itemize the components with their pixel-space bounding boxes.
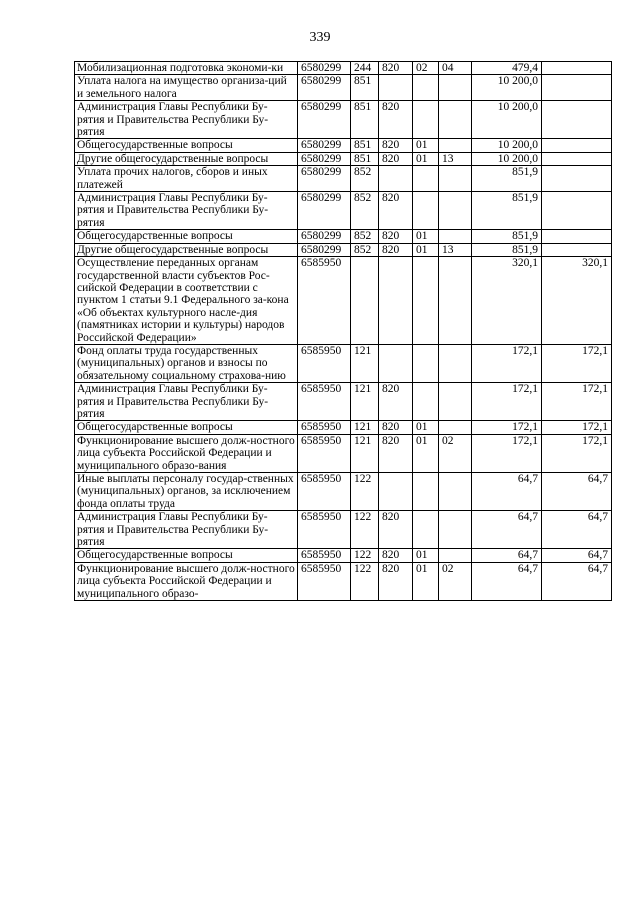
row-sum: 479,4 [472, 62, 542, 75]
row-name: Общегосударственные вопросы [75, 139, 298, 152]
row-target-article: 6585950 [298, 473, 351, 511]
table-row [75, 101, 612, 139]
page-number: 339 [309, 30, 331, 45]
row-sum-subvention: 64,7 [542, 562, 612, 600]
row-name: Администрация Главы Республики Бу-рятия и Правительства Республики Бу-рятия [75, 511, 298, 549]
row-administrator: 820 [379, 562, 413, 600]
row-sum: 172,1 [472, 434, 542, 472]
row-sum: 172,1 [472, 383, 542, 421]
row-section [413, 473, 439, 511]
row-sum-subvention: 172,1 [542, 434, 612, 472]
row-sum: 172,1 [472, 421, 542, 434]
row-sum-subvention: 172,1 [542, 421, 612, 434]
row-subsection [439, 549, 472, 562]
row-subsection [439, 139, 472, 152]
table-row [75, 383, 612, 421]
row-name: Общегосударственные вопросы [75, 421, 298, 434]
row-administrator [379, 166, 413, 192]
row-sum-subvention: 64,7 [542, 473, 612, 511]
row-name: Мобилизационная подготовка экономи-ки [75, 62, 298, 75]
row-sum-subvention [542, 139, 612, 152]
row-name: Другие общегосударственные вопросы [75, 152, 298, 165]
row-administrator [379, 473, 413, 511]
row-expense-type: 851 [351, 152, 379, 165]
table-row [75, 473, 612, 511]
row-administrator: 820 [379, 230, 413, 243]
table-row [75, 549, 612, 562]
row-administrator: 820 [379, 383, 413, 421]
row-expense-type: 121 [351, 344, 379, 382]
row-section: 01 [413, 549, 439, 562]
row-administrator [379, 75, 413, 101]
row-sum: 851,9 [472, 166, 542, 192]
row-section [413, 383, 439, 421]
row-administrator: 820 [379, 434, 413, 472]
row-target-article: 6585950 [298, 383, 351, 421]
row-expense-type: 244 [351, 62, 379, 75]
table-row [75, 62, 612, 75]
table-body [75, 62, 612, 601]
row-name: Функционирование высшего долж-ностного лица субъекта Российской Федерации и муниципального образо-вания [75, 434, 298, 472]
row-subsection [439, 101, 472, 139]
row-subsection [439, 383, 472, 421]
row-administrator [379, 344, 413, 382]
table-row [75, 344, 612, 382]
row-target-article: 6580299 [298, 139, 351, 152]
row-expense-type: 122 [351, 562, 379, 600]
row-subsection: 02 [439, 562, 472, 600]
row-administrator: 820 [379, 101, 413, 139]
row-section: 02 [413, 62, 439, 75]
table-row [75, 257, 612, 345]
row-target-article: 6585950 [298, 434, 351, 472]
row-expense-type: 122 [351, 549, 379, 562]
row-sum: 10 200,0 [472, 139, 542, 152]
row-section [413, 192, 439, 230]
row-sum-subvention [542, 166, 612, 192]
row-subsection: 13 [439, 243, 472, 256]
row-subsection [439, 421, 472, 434]
row-expense-type: 121 [351, 383, 379, 421]
row-expense-type: 851 [351, 75, 379, 101]
row-sum-subvention: 320,1 [542, 257, 612, 345]
row-name: Иные выплаты персоналу государ-ственных (муниципальных) органов, за исключением фонда оплаты труда [75, 473, 298, 511]
row-name: Администрация Главы Республики Бу-рятия и Правительства Республики Бу-рятия [75, 192, 298, 230]
budget-table [74, 61, 612, 601]
row-sum-subvention [542, 75, 612, 101]
table-row [75, 152, 612, 165]
row-expense-type: 122 [351, 473, 379, 511]
row-target-article: 6585950 [298, 562, 351, 600]
row-name: Уплата налога на имущество организа-ций и земельного налога [75, 75, 298, 101]
row-subsection [439, 75, 472, 101]
row-section: 01 [413, 421, 439, 434]
row-subsection [439, 230, 472, 243]
row-sum: 851,9 [472, 230, 542, 243]
row-section: 01 [413, 230, 439, 243]
table-row [75, 230, 612, 243]
row-name: Администрация Главы Республики Бу-рятия и Правительства Республики Бу-рятия [75, 383, 298, 421]
row-sum: 10 200,0 [472, 101, 542, 139]
row-subsection [439, 192, 472, 230]
table-row [75, 75, 612, 101]
row-target-article: 6580299 [298, 152, 351, 165]
row-expense-type: 121 [351, 421, 379, 434]
row-sum-subvention [542, 192, 612, 230]
row-sum: 10 200,0 [472, 75, 542, 101]
row-sum-subvention [542, 243, 612, 256]
row-section: 01 [413, 562, 439, 600]
row-target-article: 6585950 [298, 511, 351, 549]
row-section: 01 [413, 152, 439, 165]
row-expense-type: 852 [351, 243, 379, 256]
row-sum: 64,7 [472, 511, 542, 549]
row-section [413, 511, 439, 549]
row-target-article: 6580299 [298, 192, 351, 230]
row-subsection [439, 344, 472, 382]
row-section: 01 [413, 243, 439, 256]
row-administrator [379, 257, 413, 345]
row-target-article: 6580299 [298, 101, 351, 139]
row-subsection [439, 166, 472, 192]
row-target-article: 6580299 [298, 166, 351, 192]
row-target-article: 6585950 [298, 421, 351, 434]
row-target-article: 6580299 [298, 75, 351, 101]
table-row [75, 139, 612, 152]
row-administrator: 820 [379, 192, 413, 230]
row-expense-type: 851 [351, 101, 379, 139]
row-subsection [439, 257, 472, 345]
row-expense-type: 852 [351, 230, 379, 243]
row-sum-subvention [542, 101, 612, 139]
row-sum-subvention: 172,1 [542, 344, 612, 382]
row-administrator: 820 [379, 511, 413, 549]
table-row [75, 166, 612, 192]
table-row [75, 434, 612, 472]
row-name: Администрация Главы Республики Бу-рятия и Правительства Республики Бу-рятия [75, 101, 298, 139]
row-section [413, 166, 439, 192]
row-target-article: 6580299 [298, 230, 351, 243]
row-name: Общегосударственные вопросы [75, 230, 298, 243]
row-administrator: 820 [379, 549, 413, 562]
row-expense-type: 852 [351, 192, 379, 230]
row-name: Фонд оплаты труда государственных (муниципальных) органов и взносы по обязательному социальному страхова-нию [75, 344, 298, 382]
row-sum: 851,9 [472, 243, 542, 256]
row-sum-subvention [542, 62, 612, 75]
row-name: Другие общегосударственные вопросы [75, 243, 298, 256]
row-expense-type: 851 [351, 139, 379, 152]
row-name: Функционирование высшего долж-ностного лица субъекта Российской Федерации и муниципального образо- [75, 562, 298, 600]
row-name: Общегосударственные вопросы [75, 549, 298, 562]
row-subsection: 02 [439, 434, 472, 472]
row-administrator: 820 [379, 421, 413, 434]
table-row [75, 421, 612, 434]
row-expense-type: 852 [351, 166, 379, 192]
table-row [75, 511, 612, 549]
row-subsection: 13 [439, 152, 472, 165]
row-sum-subvention [542, 152, 612, 165]
row-sum: 851,9 [472, 192, 542, 230]
row-section [413, 101, 439, 139]
row-subsection [439, 511, 472, 549]
row-expense-type [351, 257, 379, 345]
row-sum: 172,1 [472, 344, 542, 382]
row-sum-subvention: 64,7 [542, 511, 612, 549]
row-subsection [439, 473, 472, 511]
row-section: 01 [413, 139, 439, 152]
row-administrator: 820 [379, 62, 413, 75]
row-administrator: 820 [379, 243, 413, 256]
row-sum: 64,7 [472, 473, 542, 511]
row-section [413, 344, 439, 382]
row-sum-subvention: 172,1 [542, 383, 612, 421]
row-administrator: 820 [379, 139, 413, 152]
row-target-article: 6585950 [298, 257, 351, 345]
row-target-article: 6580299 [298, 62, 351, 75]
row-target-article: 6585950 [298, 344, 351, 382]
table-row [75, 243, 612, 256]
table-row [75, 562, 612, 600]
row-target-article: 6580299 [298, 243, 351, 256]
row-section [413, 75, 439, 101]
row-subsection: 04 [439, 62, 472, 75]
row-section: 01 [413, 434, 439, 472]
row-sum: 10 200,0 [472, 152, 542, 165]
row-expense-type: 121 [351, 434, 379, 472]
row-sum-subvention: 64,7 [542, 549, 612, 562]
row-expense-type: 122 [351, 511, 379, 549]
row-sum: 64,7 [472, 549, 542, 562]
row-administrator: 820 [379, 152, 413, 165]
row-name: Осуществление переданных органам государственной власти субъектов Рос-сийской Федерации в соответствии с пунктом 1 статьи 9.1 Федерального за-кона «Об объектах культурного насле-дия (памятниках истории и культуры) народов Российской Федерации» [75, 257, 298, 345]
table-row [75, 192, 612, 230]
row-sum: 64,7 [472, 562, 542, 600]
row-target-article: 6585950 [298, 549, 351, 562]
row-sum-subvention [542, 230, 612, 243]
row-name: Уплата прочих налогов, сборов и иных платежей [75, 166, 298, 192]
row-sum: 320,1 [472, 257, 542, 345]
row-section [413, 257, 439, 345]
